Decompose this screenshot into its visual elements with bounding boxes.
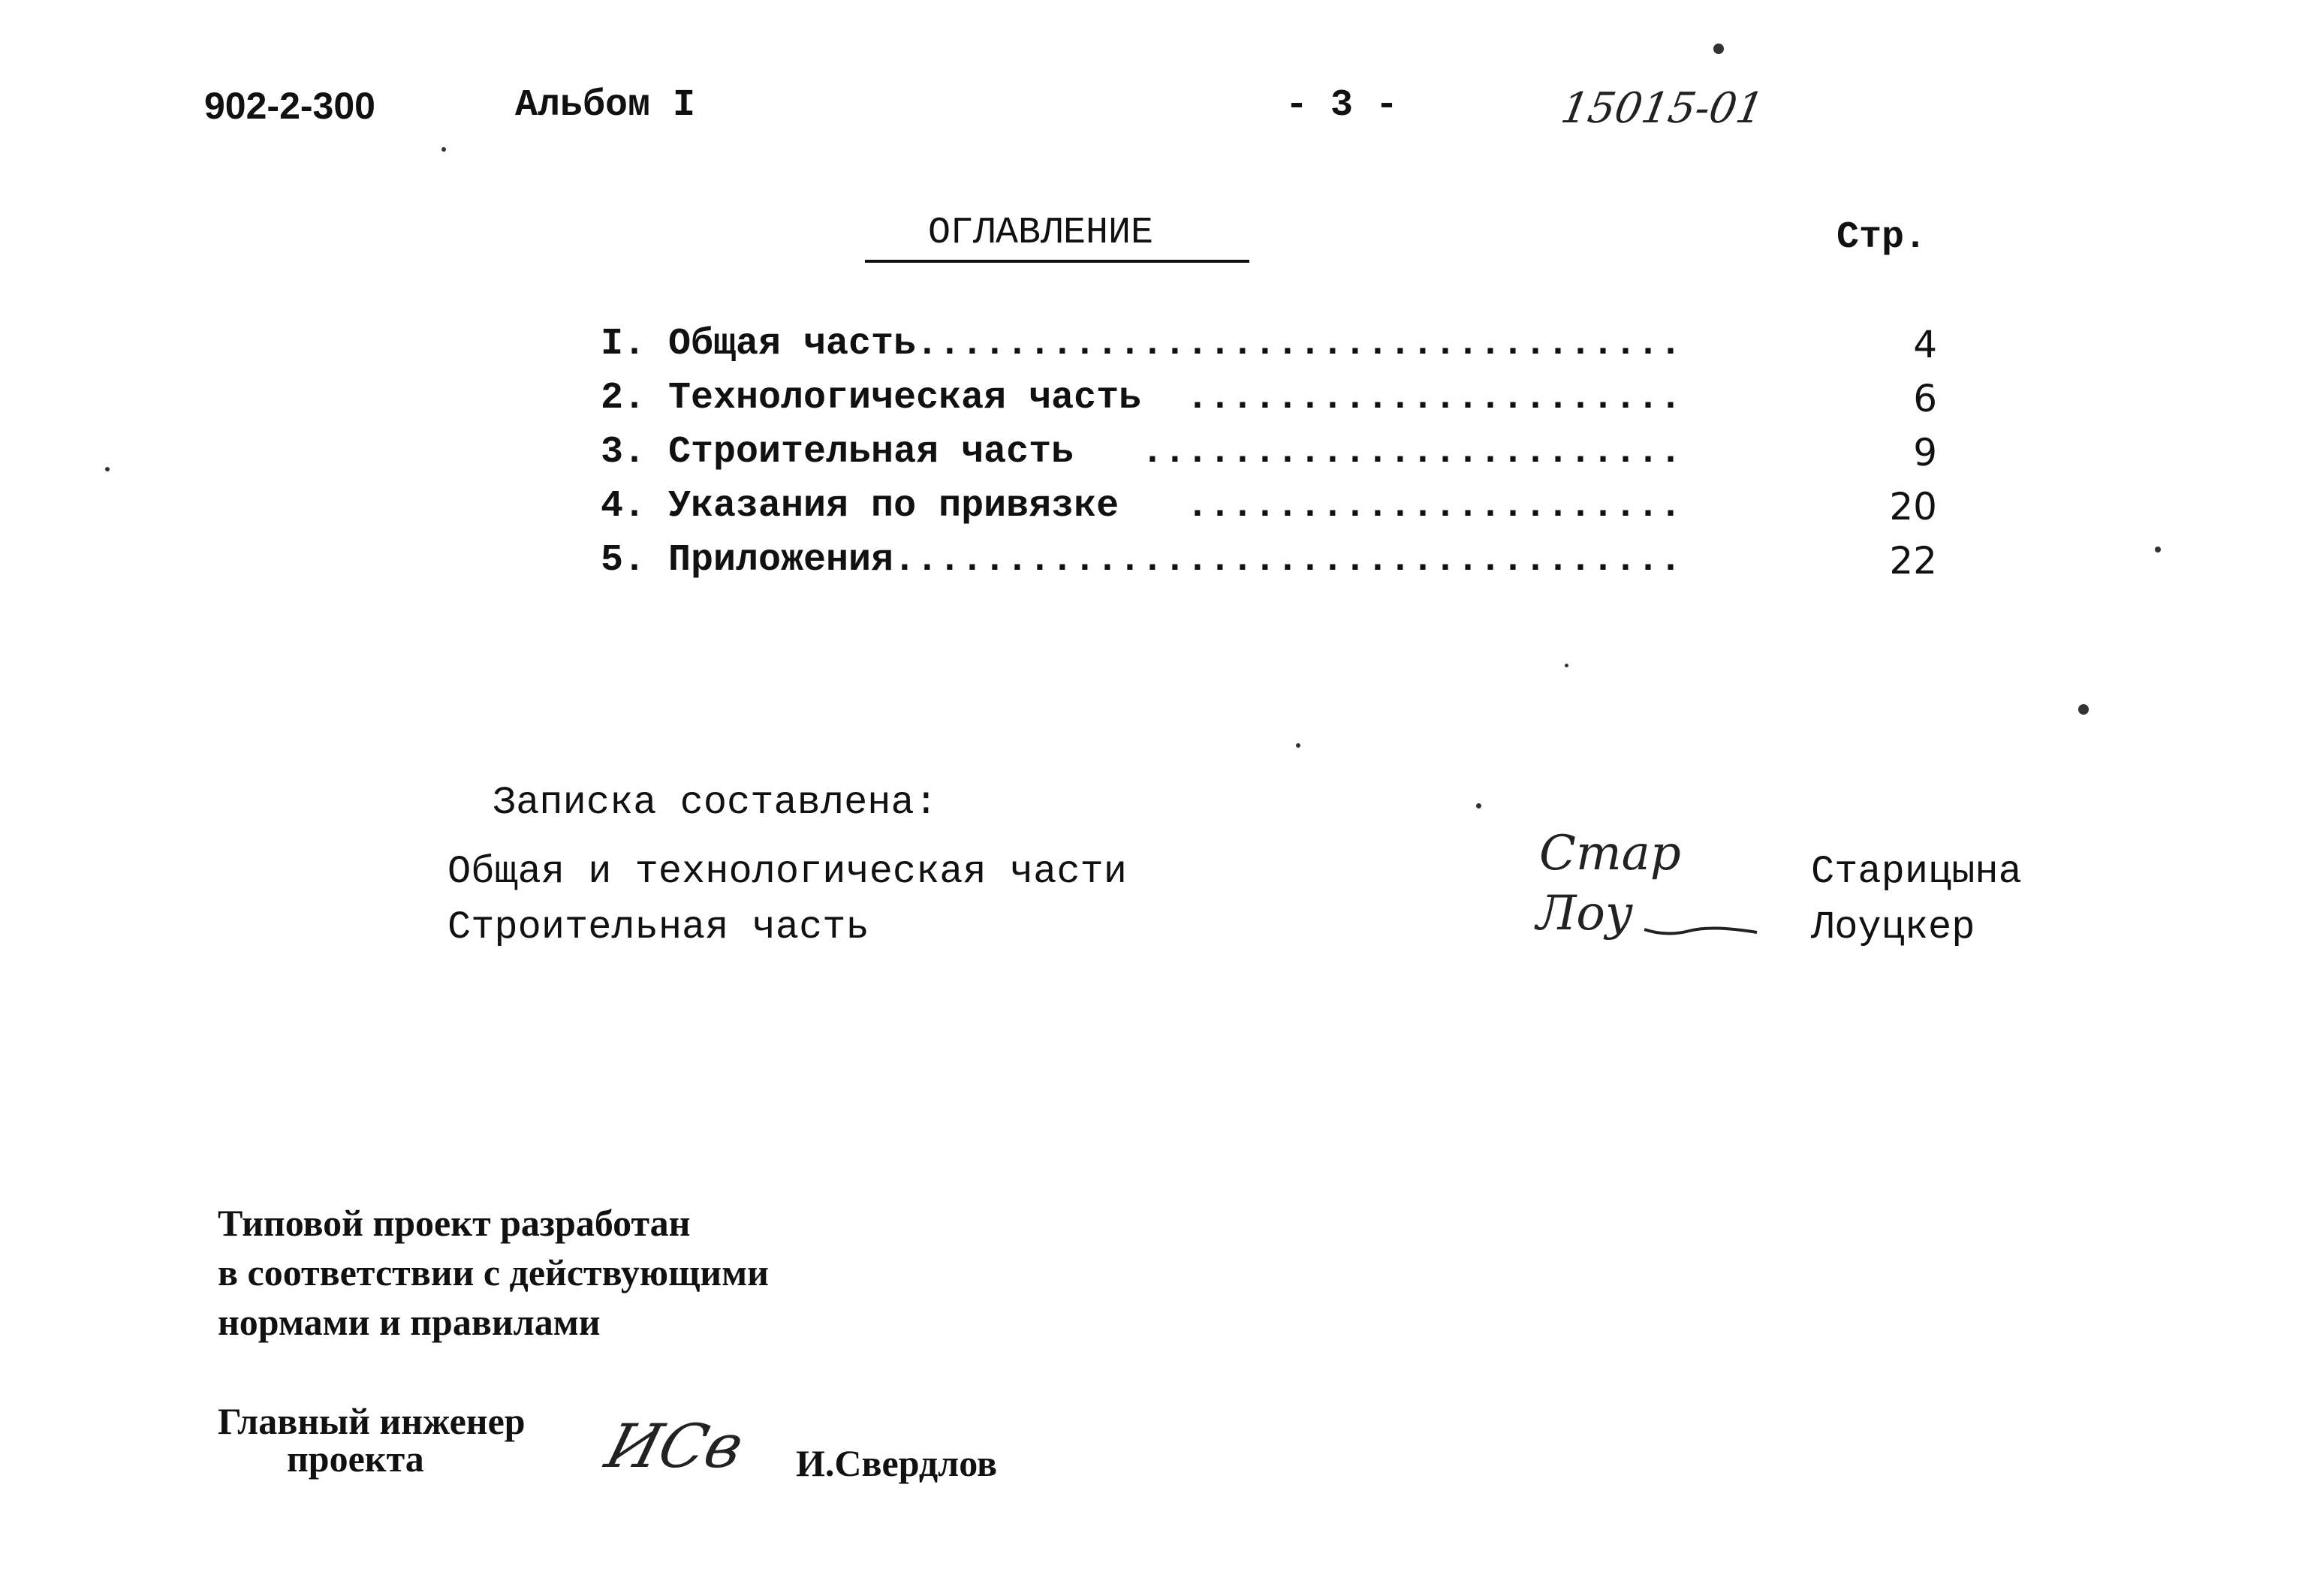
chief-engineer-title-line: проекта	[287, 1438, 424, 1480]
toc-item	[601, 323, 1937, 377]
toc-item	[601, 431, 1937, 485]
statement-line: Типовой проект разработан	[218, 1202, 691, 1244]
signature: Лоу	[1536, 886, 1634, 941]
handwritten-number: 15015-01	[1557, 84, 1768, 133]
toc-item-page: 6	[1913, 377, 1937, 420]
toc-item-label: I. Общая часть	[601, 323, 917, 366]
project-code: 902-2-300	[204, 85, 375, 127]
chief-engineer-title	[218, 1400, 526, 1480]
scan-speck	[1296, 743, 1300, 748]
scan-speck	[2078, 704, 2089, 715]
scan-speck	[2155, 547, 2161, 553]
album-label: Альбом I	[515, 84, 696, 127]
signature: Стар	[1539, 826, 1681, 881]
standard-compliance-statement	[218, 1198, 769, 1347]
chief-engineer-title-line: Главный инженер	[218, 1400, 526, 1442]
toc-item-leader: ......................	[1186, 377, 1682, 420]
note-part-label: Строительная часть	[447, 905, 869, 950]
scan-speck	[1476, 803, 1481, 809]
toc-item-leader: ......................	[1186, 485, 1682, 528]
page-number: - 3 -	[1285, 84, 1399, 127]
toc-item-page: 4	[1913, 323, 1937, 366]
toc-item-leader: ........................	[1140, 431, 1682, 474]
note-author-name: Старицына	[1811, 850, 2022, 894]
note-author-name: Лоуцкер	[1811, 905, 1975, 950]
note-part-label: Общая и технологическая части	[447, 850, 1127, 894]
toc-item-leader: ..................................	[915, 323, 1682, 366]
toc-item	[601, 377, 1937, 431]
toc-item	[601, 485, 1937, 539]
scan-speck	[1713, 44, 1724, 54]
toc-item	[601, 539, 1937, 593]
signature-stroke	[1644, 914, 1764, 944]
statement-line: нормами и правилами	[218, 1301, 601, 1343]
toc-page-column-label: Стр.	[1836, 216, 1927, 259]
toc-title-underline	[865, 260, 1249, 263]
statement-line: в соответствии с действующими	[218, 1251, 769, 1293]
toc-item-page: 9	[1913, 431, 1937, 474]
toc-item-page: 22	[1889, 539, 1937, 583]
toc-item-label: 5. Приложения	[601, 539, 894, 582]
toc-item-label: 3. Строительная часть	[601, 431, 1074, 474]
chief-engineer-name: И.Свердлов	[796, 1442, 997, 1484]
toc-item-page: 20	[1889, 485, 1937, 528]
toc-item-label: 2. Технологическая часть	[601, 377, 1142, 420]
scan-speck	[105, 467, 110, 471]
chief-engineer-signature: ИСв	[598, 1411, 752, 1481]
toc-item-label: 4. Указания по привязке	[601, 485, 1119, 528]
toc-title: ОГЛАВЛЕНИЕ	[928, 212, 1154, 254]
toc-item-leader: ...................................	[893, 539, 1682, 582]
note-heading: Записка составлена:	[493, 781, 938, 825]
scan-speck	[441, 147, 446, 152]
scan-speck	[1565, 664, 1568, 667]
